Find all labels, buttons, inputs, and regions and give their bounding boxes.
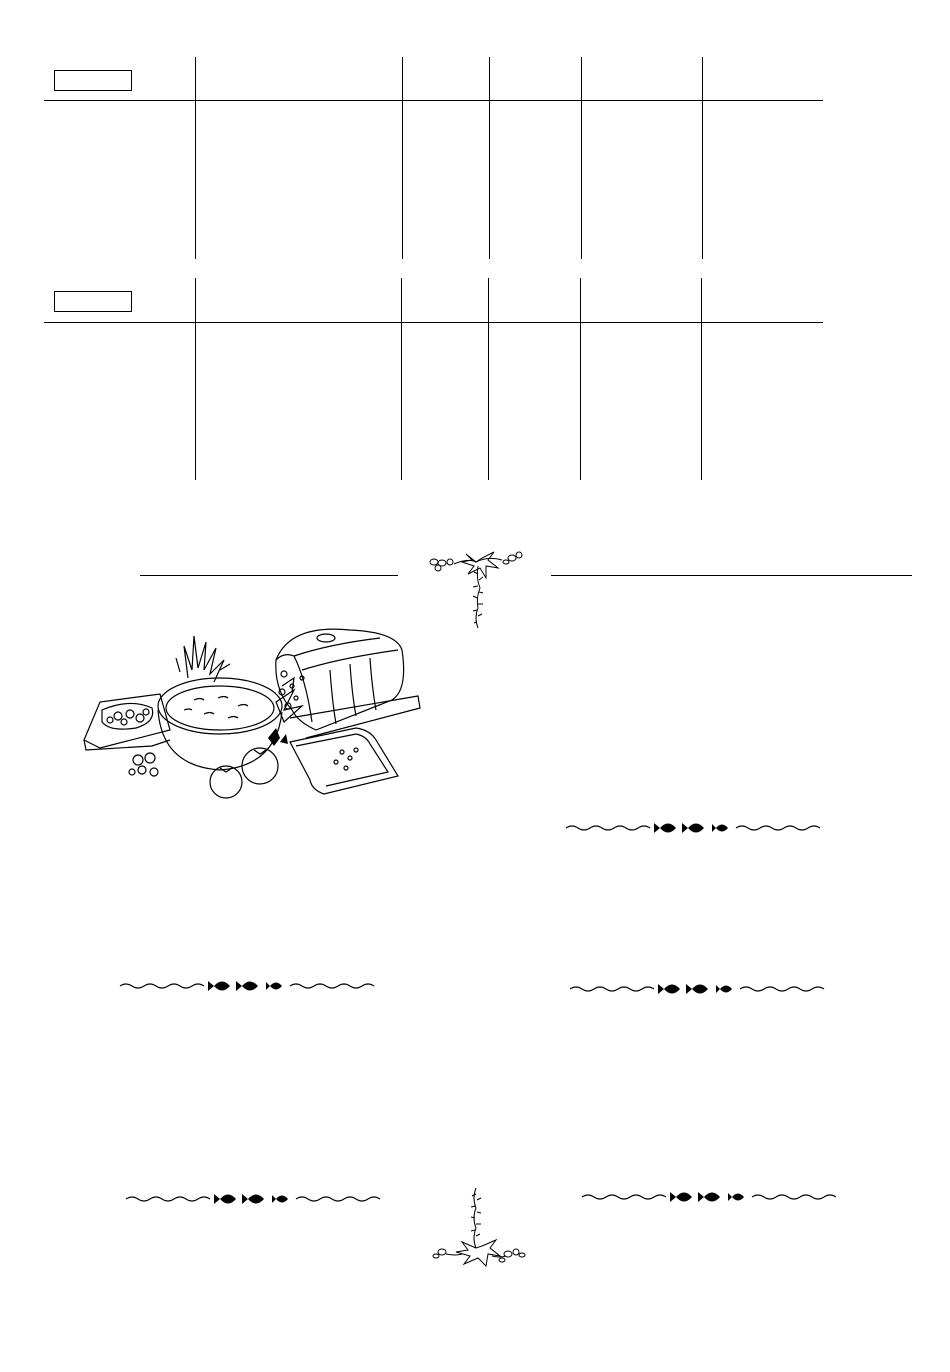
table-1-column-divider [195,57,196,259]
vine-ornament-top-icon [428,548,524,632]
vine-ornament-bottom-icon [432,1184,526,1266]
fish-divider-icon [568,980,828,998]
section-rule-left [140,575,398,576]
table-1-column-divider [402,57,403,259]
table-1-column-divider [702,57,703,259]
table-2-label-box [54,291,132,312]
table-2-column-divider [401,278,402,480]
table-2-header-rule [44,322,823,323]
table-2-column-divider [580,278,581,480]
table-2-column-divider [701,278,702,480]
table-1-column-divider [489,57,490,259]
table-1-column-divider [581,57,582,259]
table-2-column-divider [195,278,196,480]
table-1-label-box [54,70,132,91]
soup-and-bread-illustration-icon [80,630,425,805]
table-1-header-rule [44,100,823,101]
section-rule-right [551,575,912,576]
fish-divider-icon [118,977,378,995]
fish-divider-icon [580,1188,840,1206]
fish-divider-icon [124,1190,384,1208]
fish-divider-icon [564,819,824,837]
table-2-column-divider [488,278,489,480]
